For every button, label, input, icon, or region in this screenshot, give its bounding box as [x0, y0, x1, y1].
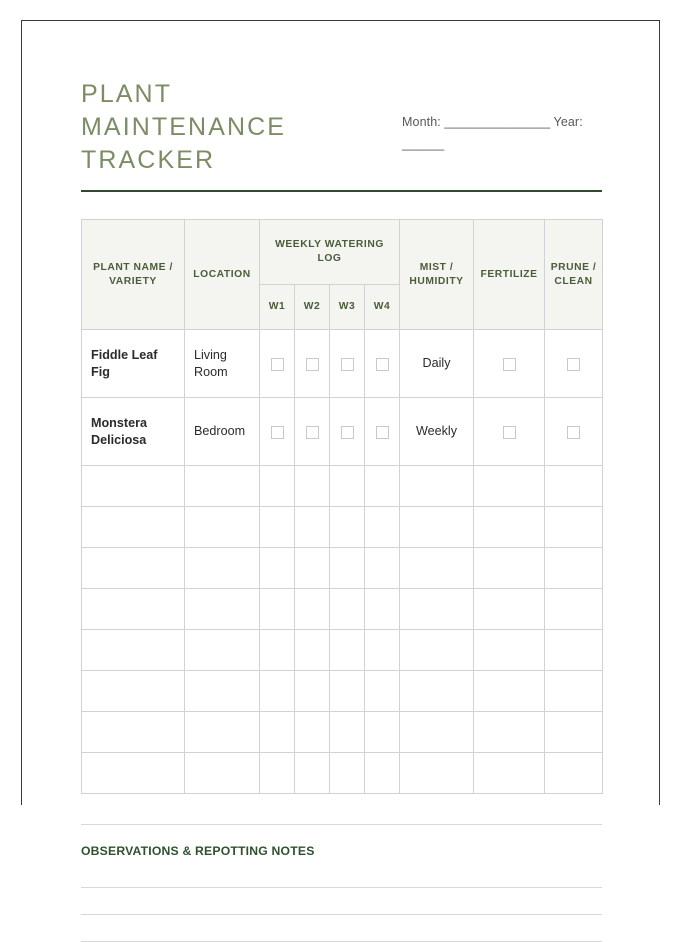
cell-empty[interactable]: [330, 466, 365, 507]
cell-empty[interactable]: [295, 753, 330, 794]
watering-week-4-row-2-cell: [365, 398, 400, 466]
watering-week-4-row-1-cell: [365, 330, 400, 398]
cell-empty[interactable]: [474, 712, 545, 753]
cell-empty[interactable]: [330, 548, 365, 589]
column-header-plant-name: PLANT NAME / VARIETY: [82, 220, 185, 330]
cell-empty[interactable]: [295, 630, 330, 671]
fertilize-row-2-checkbox[interactable]: [503, 426, 516, 439]
cell-empty[interactable]: [330, 589, 365, 630]
cell-empty[interactable]: [82, 712, 185, 753]
table-row: [82, 330, 603, 398]
cell-empty[interactable]: [185, 548, 260, 589]
watering-week-3-row-1-checkbox[interactable]: [341, 358, 354, 371]
fertilize-row-1-checkbox[interactable]: [503, 358, 516, 371]
observations-section: [81, 824, 602, 942]
cell-empty[interactable]: [185, 671, 260, 712]
cell-empty[interactable]: [260, 589, 295, 630]
cell-empty[interactable]: [185, 753, 260, 794]
cell-location: Living Room: [185, 330, 260, 398]
cell-empty[interactable]: [185, 630, 260, 671]
cell-empty[interactable]: [365, 548, 400, 589]
cell-empty[interactable]: [185, 466, 260, 507]
cell-empty[interactable]: [295, 712, 330, 753]
cell-empty[interactable]: [474, 466, 545, 507]
month-year-fields: [402, 112, 602, 156]
watering-week-2-row-1-cell: [295, 330, 330, 398]
cell-empty[interactable]: [400, 753, 474, 794]
column-header-prune-clean: PRUNE / CLEAN: [545, 220, 603, 330]
cell-empty[interactable]: [82, 753, 185, 794]
watering-week-1-row-1-checkbox[interactable]: [271, 358, 284, 371]
prune-clean-row-2-checkbox[interactable]: [567, 426, 580, 439]
cell-empty[interactable]: [545, 671, 603, 712]
cell-empty[interactable]: [400, 466, 474, 507]
cell-empty[interactable]: [545, 548, 603, 589]
cell-empty[interactable]: [185, 589, 260, 630]
cell-empty[interactable]: [545, 630, 603, 671]
cell-empty[interactable]: [474, 630, 545, 671]
watering-week-4-row-1-checkbox[interactable]: [376, 358, 389, 371]
column-header-week-2: W2: [295, 285, 330, 330]
cell-empty[interactable]: [185, 507, 260, 548]
cell-empty[interactable]: [260, 630, 295, 671]
observations-heading: OBSERVATIONS & REPOTTING NOTES: [81, 844, 315, 858]
cell-empty[interactable]: [295, 548, 330, 589]
watering-week-1-row-2-cell: [260, 398, 295, 466]
watering-week-3-row-1-cell: [330, 330, 365, 398]
table-row-empty: [82, 712, 603, 753]
watering-week-2-row-2-cell: [295, 398, 330, 466]
cell-empty[interactable]: [82, 466, 185, 507]
watering-week-1-row-2-checkbox[interactable]: [271, 426, 284, 439]
watering-week-2-row-1-checkbox[interactable]: [306, 358, 319, 371]
cell-empty[interactable]: [82, 589, 185, 630]
cell-empty[interactable]: [82, 548, 185, 589]
column-header-week-1: W1: [260, 285, 295, 330]
title-divider: [81, 190, 602, 192]
notes-top-divider: [81, 824, 602, 825]
cell-empty[interactable]: [295, 671, 330, 712]
cell-empty[interactable]: [474, 589, 545, 630]
table-row-empty: [82, 630, 603, 671]
cell-empty[interactable]: [365, 589, 400, 630]
cell-empty[interactable]: [400, 589, 474, 630]
document-content: [81, 78, 602, 942]
cell-empty[interactable]: [400, 671, 474, 712]
cell-empty[interactable]: [330, 507, 365, 548]
cell-empty[interactable]: [82, 507, 185, 548]
cell-empty[interactable]: [400, 507, 474, 548]
cell-empty[interactable]: [545, 712, 603, 753]
cell-empty[interactable]: [295, 589, 330, 630]
cell-empty[interactable]: [365, 753, 400, 794]
note-line[interactable]: [81, 914, 602, 915]
cell-empty[interactable]: [545, 507, 603, 548]
table-row-empty: [82, 589, 603, 630]
cell-empty[interactable]: [82, 671, 185, 712]
table-row-empty: [82, 466, 603, 507]
table-row-empty: [82, 507, 603, 548]
watering-week-3-row-2-cell: [330, 398, 365, 466]
cell-empty[interactable]: [545, 753, 603, 794]
cell-empty[interactable]: [330, 630, 365, 671]
cell-empty[interactable]: [260, 753, 295, 794]
table-body: [82, 330, 603, 794]
table-header: [82, 220, 603, 330]
cell-empty[interactable]: [260, 671, 295, 712]
note-line[interactable]: [81, 887, 602, 888]
cell-empty[interactable]: [295, 507, 330, 548]
cell-empty[interactable]: [330, 671, 365, 712]
table-row-empty: [82, 671, 603, 712]
cell-empty[interactable]: [260, 548, 295, 589]
cell-empty[interactable]: [545, 466, 603, 507]
cell-empty[interactable]: [295, 466, 330, 507]
plant-maintenance-table: [81, 219, 603, 794]
watering-week-2-row-2-checkbox[interactable]: [306, 426, 319, 439]
cell-plant-name: Fiddle Leaf Fig: [82, 330, 185, 398]
column-header-fertilize: FERTILIZE: [474, 220, 545, 330]
cell-empty[interactable]: [365, 507, 400, 548]
cell-empty[interactable]: [185, 712, 260, 753]
cell-empty[interactable]: [400, 630, 474, 671]
watering-week-3-row-2-checkbox[interactable]: [341, 426, 354, 439]
table-row-empty: [82, 753, 603, 794]
watering-week-4-row-2-checkbox[interactable]: [376, 426, 389, 439]
year-field[interactable]: Year: ______: [402, 115, 583, 151]
cell-empty[interactable]: [400, 712, 474, 753]
column-header-weekly-watering-log: WEEKLY WATERING LOG: [260, 220, 400, 285]
cell-empty[interactable]: [545, 589, 603, 630]
cell-mist-humidity: Weekly: [400, 398, 474, 466]
cell-empty[interactable]: [474, 671, 545, 712]
cell-empty[interactable]: [400, 548, 474, 589]
prune-clean-row-2-cell: [545, 398, 603, 466]
cell-empty[interactable]: [474, 507, 545, 548]
prune-clean-row-1-checkbox[interactable]: [567, 358, 580, 371]
document-header: [81, 78, 602, 177]
cell-empty[interactable]: [330, 753, 365, 794]
notes-writing-lines: [81, 887, 602, 942]
cell-empty[interactable]: [82, 630, 185, 671]
column-header-mist-humidity: MIST / HUMIDITY: [400, 220, 474, 330]
fertilize-row-2-cell: [474, 398, 545, 466]
column-header-week-4: W4: [365, 285, 400, 330]
cell-empty[interactable]: [260, 466, 295, 507]
table-row-empty: [82, 548, 603, 589]
cell-empty[interactable]: [365, 466, 400, 507]
cell-empty[interactable]: [474, 548, 545, 589]
cell-empty[interactable]: [260, 712, 295, 753]
cell-empty[interactable]: [365, 671, 400, 712]
cell-empty[interactable]: [365, 712, 400, 753]
fertilize-row-1-cell: [474, 330, 545, 398]
cell-empty[interactable]: [474, 753, 545, 794]
table-row: [82, 398, 603, 466]
column-header-week-3: W3: [330, 285, 365, 330]
watering-week-1-row-1-cell: [260, 330, 295, 398]
cell-empty[interactable]: [330, 712, 365, 753]
column-header-location: LOCATION: [185, 220, 260, 330]
cell-mist-humidity: Daily: [400, 330, 474, 398]
cell-empty[interactable]: [365, 630, 400, 671]
cell-empty[interactable]: [260, 507, 295, 548]
cell-plant-name: Monstera Deliciosa: [82, 398, 185, 466]
cell-location: Bedroom: [185, 398, 260, 466]
page-title: PLANT MAINTENANCE TRACKER: [81, 80, 287, 174]
month-field[interactable]: Month: _______________: [402, 115, 551, 129]
table-header-row-1: [82, 220, 603, 285]
prune-clean-row-1-cell: [545, 330, 603, 398]
